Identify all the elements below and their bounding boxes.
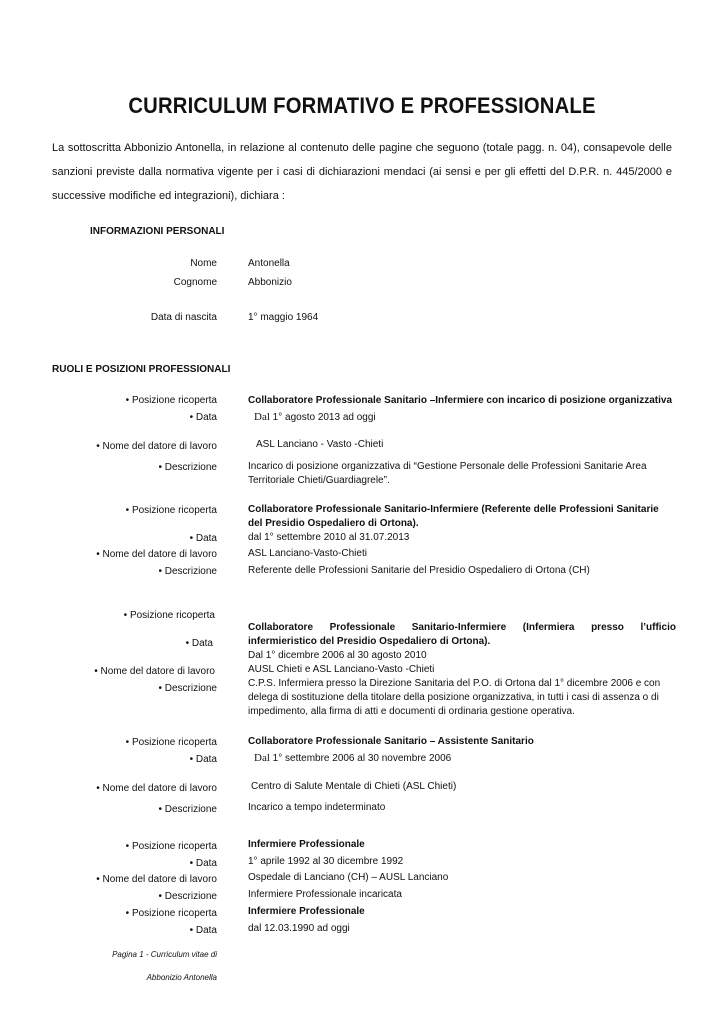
role-1-data-label: • Data [189,412,217,423]
role-3-posizione-line2: infermieristico del Presidio Ospedaliero di Ortona). [248,636,491,647]
role-3-data: Dal 1° dicembre 2006 al 30 agosto 2010 [248,650,427,661]
role-2-data: dal 1° settembre 2010 al 31.07.2013 [248,532,410,543]
role-2-descrizione-label: • Descrizione [158,566,217,577]
cognome-value: Abbonizio [248,277,292,288]
role-2-descrizione: Referente delle Professioni Sanitarie del Presidio Ospedaliero di Ortona (CH) [248,565,590,576]
role-3-posizione-line1: Collaboratore Professionale Sanitario-Infermiere (Infermiera presso l’ufficio [248,622,676,633]
footer-line-2: Abbonizio Antonella [146,973,217,982]
role-4-data: Dal 1° settembre 2006 al 30 novembre 2006 [254,752,452,764]
role-4-datore-label: • Nome del datore di lavoro [96,783,217,794]
role-5-data-label: • Data [189,858,217,869]
role-1-posizione: Collaboratore Professionale Sanitario –Infermiere con incarico di posizione organizzativa [248,395,672,406]
nome-value: Antonella [248,258,290,269]
role-2-data-label: • Data [189,533,217,544]
role-3-data-label: • Data [185,638,213,649]
role-2-datore: ASL Lanciano-Vasto-Chieti [248,548,367,559]
role-5-posizione-label: • Posizione ricoperta [125,841,217,852]
role-2-datore-label: • Nome del datore di lavoro [96,549,217,560]
cognome-label: Cognome [173,277,217,288]
role-4-posizione-label: • Posizione ricoperta [125,737,217,748]
role-1-datore: ASL Lanciano - Vasto -Chieti [256,439,384,450]
role-5-posizione: Infermiere Professionale [248,839,365,850]
role-1-posizione-label: • Posizione ricoperta [125,395,217,406]
role-6-posizione: Infermiere Professionale [248,906,365,917]
role-1-descrizione-label: • Descrizione [158,462,217,473]
footer-line-1: Pagina 1 - Curriculum vitae di [112,950,217,959]
role-1-descrizione: Incarico di posizione organizzativa di “Gestione Personale delle Professioni Sanitarie Area Territoriale Chieti/Guardiagrele”. [248,461,647,486]
role-3-datore-label: • Nome del datore di lavoro [94,666,215,677]
nome-label: Nome [190,258,217,269]
role-2-posizione: Collaboratore Professionale Sanitario-Infermiere (Referente delle Professioni Sanitarie del Presidio Ospedaliero di Ortona). [248,504,659,529]
intro-paragraph: La sottoscritta Abbonizio Antonella, in relazione al contenuto delle pagine che seguono (totale pagg. n. 04), consapevole delle sanzioni previste dalla normativa vigente per i casi di dichiarazioni mendaci (ai sensi e per gli effetti del D.P.R. n. 445/2000 e successive modifiche ed integrazioni), dichiara : [52,142,672,202]
role-5-datore: Ospedale di Lanciano (CH) – AUSL Lanciano [248,872,449,883]
role-6-posizione-label: • Posizione ricoperta [125,908,217,919]
role-3-descrizione: C.P.S. Infermiera presso la Direzione Sanitaria del P.O. di Ortona dal 1° dicembre 2006 e con delega di sostituzione della titolare della posizione organizzativa, in tutti i casi di assenza o di impedimento, alla firma di atti e documenti di ordinaria gestione operativa. [248,678,661,717]
role-3-datore: AUSL Chieti e ASL Lanciano-Vasto -Chieti [248,664,435,675]
role-5-data: 1° aprile 1992 al 30 dicembre 1992 [248,856,404,867]
role-1-datore-label: • Nome del datore di lavoro [96,441,217,452]
page-title: CURRICULUM FORMATIVO E PROFESSIONALE [128,93,596,118]
role-2-posizione-label: • Posizione ricoperta [125,505,217,516]
role-5-descrizione-label: • Descrizione [158,891,217,902]
role-4-data-label: • Data [189,754,217,765]
section-heading-roles: RUOLI E POSIZIONI PROFESSIONALI [52,364,231,375]
nascita-value: 1° maggio 1964 [248,312,319,323]
role-4-descrizione: Incarico a tempo indeterminato [248,802,386,813]
role-5-datore-label: • Nome del datore di lavoro [96,874,217,885]
role-6-data-label: • Data [189,925,217,936]
nascita-label: Data di nascita [150,312,217,323]
role-3-posizione-label: • Posizione ricoperta [123,610,215,621]
role-4-posizione: Collaboratore Professionale Sanitario – Assistente Sanitario [248,736,534,747]
role-1-data: Dal 1° agosto 2013 ad oggi [254,411,376,423]
role-4-descrizione-label: • Descrizione [158,804,217,815]
role-6-data: dal 12.03.1990 ad oggi [248,923,350,934]
section-heading-personal: INFORMAZIONI PERSONALI [90,226,225,237]
role-4-datore: Centro di Salute Mentale di Chieti (ASL Chieti) [251,781,457,792]
role-5-descrizione: Infermiere Professionale incaricata [248,889,402,900]
role-3-descrizione-label: • Descrizione [158,683,217,694]
